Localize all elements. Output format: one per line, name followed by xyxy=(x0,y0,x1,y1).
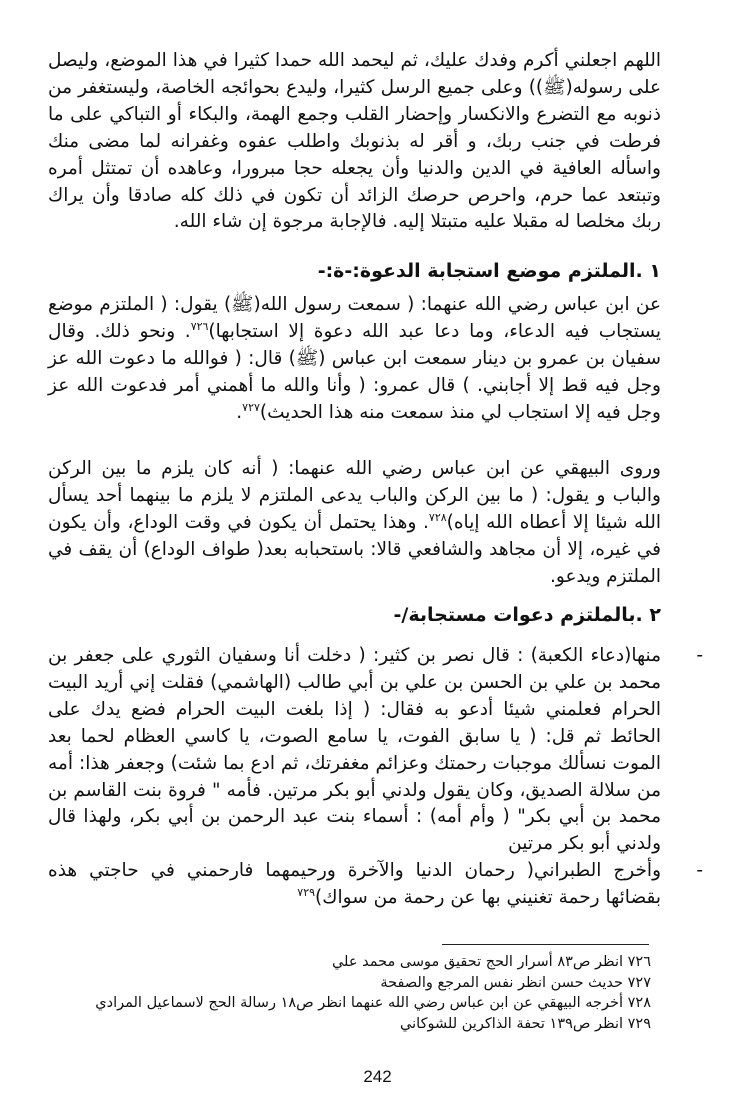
footnote-ref: ٧٢٨ xyxy=(428,510,447,524)
bullet-dash: - xyxy=(696,860,703,882)
paragraph-text-part: . xyxy=(236,401,243,423)
paragraph-text: اللهم اجعلني أكرم وفدك عليك، ثم ليحمد الله حمدا كثيرا في هذا الموضع، وليصل على رسوله(ﷺ)) وعلى جميع الرسل كثيرا، وليدع بحوائجه الخاصة، وليستغفر من ذنوبه مع التضرع والانكسار وإحضار القلب وجمع الهمة، والبكاء أو التباكي على ما فرطت في جنب ربك، و أقر له بذنوبك واطلب عفوه وغفرانه لما مضى منك واسأله العافية في الدين والدنيا وأن يجعله حجا مبرورا، وعاهده أن تمتثل أمره وتبتعد عما حرم، واحرص حرصك الزائد أن تكون في ذلك كله صادقا وأن يراك ربك مخلصا له مقبلا عليه متبتلا إليه. فالإجابة مرجوة إن شاء الله. xyxy=(48,50,661,233)
footnote: ٧٢٦ انظر ص٨٣ أسرار الحج تحقيق موسى محمد علي xyxy=(331,954,651,970)
section-heading-2 xyxy=(48,600,661,630)
list-item xyxy=(48,858,703,912)
footnote-separator xyxy=(442,944,649,945)
heading-multazam-duas: ٢ .بالملتزم دعوات مستجابة/- xyxy=(393,604,661,626)
footnote: ٧٢٧ حديث حسن انظر نفس المرجع والصفحة xyxy=(380,974,651,991)
list-item xyxy=(48,643,703,858)
bullet-dash: - xyxy=(696,645,703,666)
section-heading-1 xyxy=(48,256,661,286)
footnote: ٧٢٩ انظر ص١٣٩ تحفة الذاكرين للشوكاني xyxy=(400,1015,651,1032)
paragraph-dua xyxy=(48,48,661,236)
footnote-ref: ٧٢٩ xyxy=(297,886,316,899)
page-number: 242 xyxy=(363,1067,392,1086)
paragraph-bayhaqi xyxy=(48,456,661,591)
heading-multazam-response: ١ .الملتزم موضع استجابة الدعوة:-ة:- xyxy=(317,260,661,282)
paragraph-ibn-abbas xyxy=(48,292,661,427)
bullet-list xyxy=(48,643,703,912)
paragraph-text xyxy=(48,456,661,591)
paragraph-text-part: . وهذا يحتمل أن يكون في وقت الوداع، وأن يكون في غيره، إلا أن مجاهد والشافعي قالا: باستحبابه بعد( طواف الوداع) أن يقف في الملتزم ويدعو. xyxy=(48,511,661,587)
bullet-text-part: وأخرج الطبراني( رحمان الدنيا والآخرة ورحيمهما فارحمني في حاجتي هذه بقضائها رحمة تغنيني بها عن رحمة من سواك) xyxy=(48,860,661,909)
paragraph-text-part: . ونحو ذلك. وقال سفيان بن عمرو بن دينار سمعت ابن عباس (ﷺ) قال: ( فوالله ما دعوت الله عز وجل فيه قط إلا أجابني. ) قال عمرو: ( وأنا والله ما أهمني أمر فدعوت الله عز وجل فيه إلا استجاب لي منذ سمعت منه هذا الحديث) xyxy=(48,320,661,423)
paragraph-text-part: عن ابن عباس رضي الله عنهما: ( سمعت رسول الله(ﷺ) يقول: ( الملتزم موضع يستجاب فيه الدعاء، وما دعا عبد الله دعوة إلا استجابها) xyxy=(48,294,661,342)
paragraph-text xyxy=(48,292,661,427)
paragraph-text-part: وروى البيهقي عن ابن عباس رضي الله عنهما: ( أنه كان يلزم ما بين الركن والباب و يقول: ( ما بين الركن والباب يدعى الملتزم لا يلزم ما بينهما أحد يسأل الله شيئا إلا أعطاه الله إياه) xyxy=(48,458,661,533)
bullet-text: منها(دعاء الكعبة) : قال نصر بن كثير: ( دخلت أنا وسفيان الثوري على جعفر بن محمد بن علي بن الحسن بن علي بن أبي طالب (الهاشمي) فقلت إني أريد البيت الحرام فعلمني شيئا أدعو به فقال: ( إذا بلغت البيت الحرام فضع يدك على الحائط ثم قل: ( يا سابق الفوت، يا سامع الصوت، يا كاسي العظام لحما بعد الموت نسألك موجبات رحمتك وعزائم مغفرتك، ثم ادع بما شئت) وجعفر هذا: أمه من سلالة الصديق، وكان يقول ولدني أبو بكر مرتين. فأمه " فروة بنت القاسم بن محمد بن أبي بكر" ( وأم أمه) : أسماء بنت عبد الرحمن بن أبي بكر، ولهذا قال ولدني أبو بكر مرتين xyxy=(48,645,661,855)
bullet-text xyxy=(48,858,661,912)
footnote-ref: ٧٢٧ xyxy=(242,400,260,414)
footnotes xyxy=(40,952,651,1034)
footnote-ref: ٧٢٦ xyxy=(190,319,209,333)
footnote: ٧٢٨ أخرجه البيهقي عن ابن عباس رضي الله عنهما انظر ص١٨ رسالة الحج لاسماعيل المرادي xyxy=(95,995,651,1011)
